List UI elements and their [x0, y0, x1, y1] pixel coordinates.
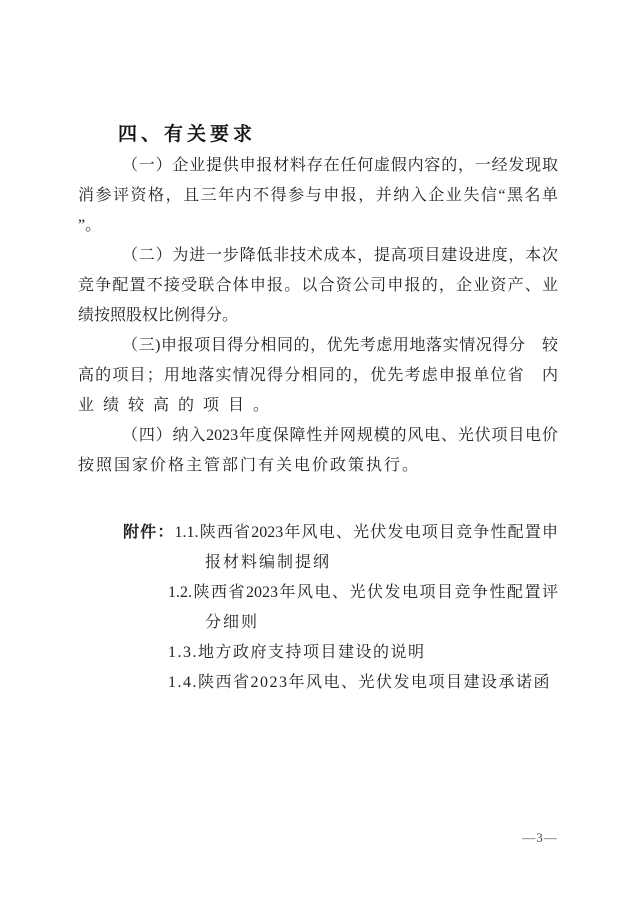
paragraph-line: （一）企业提供申报材料存在任何虚假内容的，一经发现取 [122, 157, 558, 174]
paragraph-4 [78, 421, 558, 481]
paragraph-line: 消参评资格，且三年内不得参与申报，并纳入企业失信“黑名单 [78, 187, 558, 204]
attachment-line: 1.4.陕西省2023年风电、光伏发电项目建设承诺函 [168, 674, 552, 691]
attachment-line: 1.2.陕西省2023年风电、光伏发电项目竞争性配置评 [168, 584, 558, 601]
attachment-line: 1.3.地方政府支持项目建设的说明 [168, 644, 426, 661]
paragraph-line: 高的项目；用地落实情况得分相同的，优先考虑申报单位省 内 [78, 367, 558, 384]
attachment-line [78, 518, 558, 548]
paragraph-line: 业绩较高的项目。 [78, 397, 279, 414]
paragraph-line: （二）为进一步降低非技术成本，提高项目建设进度，本次 [122, 247, 558, 264]
attachments-label: 附件： [123, 524, 175, 541]
page-number: —3— [522, 830, 558, 845]
paragraph-2 [78, 241, 558, 331]
paragraph-3 [78, 331, 558, 421]
section-heading: 四、有关要求 [118, 124, 257, 145]
paragraph-1 [78, 151, 558, 241]
paragraph-line: 竞争配置不接受联合体申报。以合资公司申报的，企业资产、业 [78, 277, 558, 294]
paragraph-line: （三)申报项目得分相同的，优先考虑用地落实情况得分 较 [122, 337, 558, 354]
attachment-line: 分细则 [205, 614, 260, 631]
document-content [78, 118, 558, 698]
attachment-item-text: 1.1.陕西省2023年风电、光伏发电项目竞争性配置申 [174, 524, 558, 541]
attachment-line: 报材料编制提纲 [205, 554, 332, 571]
paragraph-line: 绩按照股权比例得分。 [78, 307, 239, 324]
paragraph-line: （四）纳入2023年度保障性并网规模的风电、光伏项目电价 [122, 427, 558, 444]
attachments-block [78, 518, 558, 698]
paragraph-line: ”。 [78, 217, 102, 234]
paragraph-line: 按照国家价格主管部门有关电价政策执行。 [78, 457, 421, 474]
